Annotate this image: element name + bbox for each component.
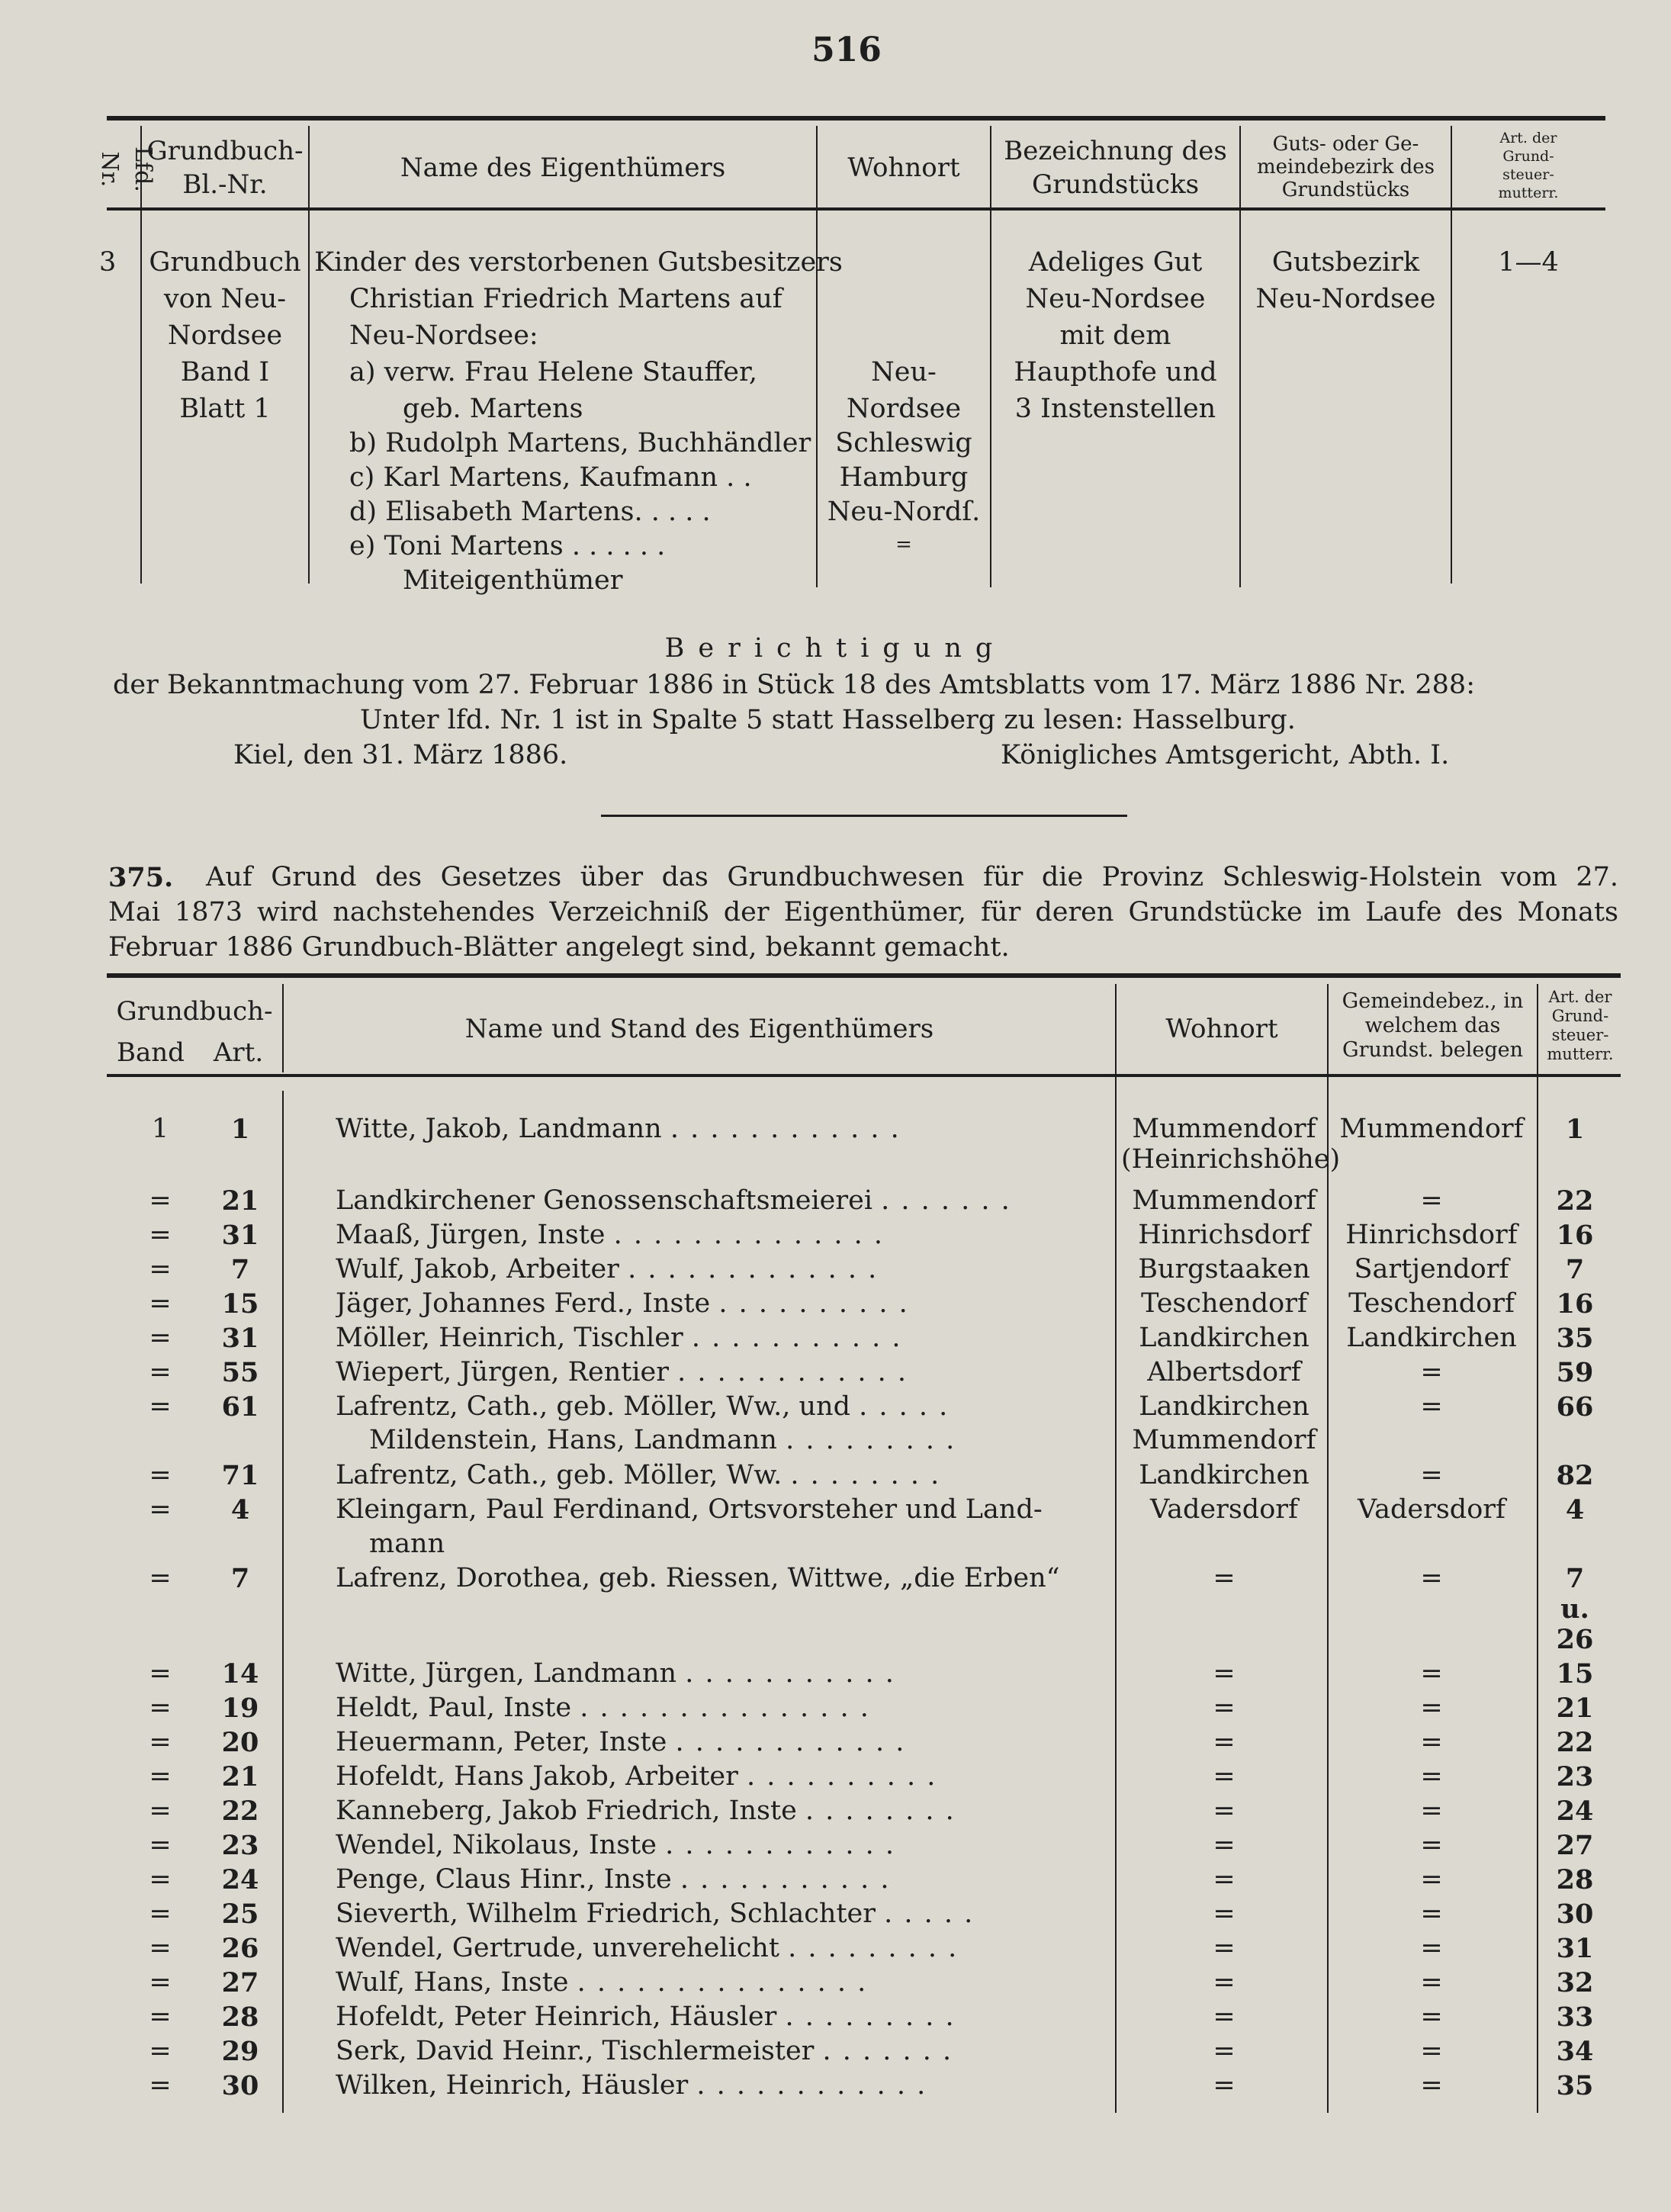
- cell-steuer: 22: [1556, 1185, 1594, 1217]
- berichtigung-line: Unter lfd. Nr. 1 ist in Spalte 5 statt Hasselberg zu lesen: Hasselburg.: [360, 705, 1296, 735]
- name-text: Witte, Jakob, Landmann: [336, 1114, 662, 1144]
- t1-name-line: Kinder des verstorbenen Gutsbesitzers: [314, 247, 843, 278]
- cell-name: [336, 1321, 1098, 1355]
- cell-band: =: [149, 1494, 172, 1525]
- cell-bezirk: =: [1420, 2036, 1443, 2066]
- cell-wohnort: (Heinrichshöhe): [1121, 1144, 1341, 1175]
- cell-steuer: 23: [1556, 1761, 1594, 1792]
- name-text: Lafrentz, Cath., geb. Möller, Ww.: [336, 1460, 782, 1490]
- leader-dots: . . . . . . . . .: [786, 1425, 956, 1455]
- t1-name-line: b) Rudolph Martens, Buchhändler: [349, 428, 811, 458]
- leader-dots: . . . . . . . . . . . . . . .: [577, 1967, 868, 1998]
- cell-name: [336, 1287, 1098, 1321]
- cell-art: 30: [221, 2070, 259, 2101]
- cell-band: =: [149, 2070, 172, 2101]
- table-row: [0, 1527, 1671, 1561]
- cell-art: 15: [221, 1288, 259, 1320]
- cell-art: 20: [221, 1727, 259, 1758]
- cell-bezirk: =: [1420, 1933, 1443, 1963]
- t1-bezeichnung-line: mit dem: [1059, 320, 1171, 351]
- page-number: 516: [811, 31, 882, 69]
- table-row: [0, 1252, 1671, 1287]
- cell-wohnort: =: [1213, 1967, 1236, 1998]
- leader-dots: . . . . . . .: [822, 2036, 953, 2066]
- name-text: Penge, Claus Hinr., Inste: [336, 1864, 672, 1895]
- cell-steuer: 15: [1556, 1658, 1594, 1690]
- cell-name: [336, 1897, 1098, 1931]
- cell-band: =: [149, 1288, 172, 1319]
- table-row: [0, 1725, 1671, 1760]
- cell-wohnort: =: [1213, 1658, 1236, 1689]
- cell-art: 25: [221, 1899, 259, 1930]
- t1-header-lfd-nr: Lfd. Nr.: [96, 146, 156, 192]
- cell-band: =: [149, 1796, 172, 1826]
- t1-grundbuch-line: Grundbuch: [149, 247, 301, 278]
- cell-wohnort: Landkirchen: [1139, 1323, 1309, 1353]
- name-text: Lafrentz, Cath., geb. Möller, Ww., und: [336, 1391, 850, 1422]
- cell-band: =: [149, 1761, 172, 1792]
- table-row: [0, 1592, 1671, 1626]
- cell-art: 22: [221, 1796, 259, 1827]
- name-text: Wendel, Gertrude, unverehelicht: [336, 1933, 779, 1963]
- cell-wohnort: Landkirchen: [1139, 1391, 1309, 1422]
- cell-wohnort: Mummendorf: [1132, 1425, 1316, 1455]
- cell-wohnort: =: [1213, 1830, 1236, 1860]
- table-2-header-rule: [107, 1074, 1621, 1077]
- table-row: [0, 1760, 1671, 1794]
- cell-wohnort: Burgstaaken: [1138, 1254, 1310, 1284]
- name-text: Serk, David Heinr., Tischlermeister: [336, 2036, 815, 2066]
- t1-bezeichnung-line: 3 Instenstellen: [1014, 394, 1216, 424]
- t1-wohnort-line: Hamburg: [839, 462, 969, 493]
- cell-bezirk: =: [1420, 2001, 1443, 2032]
- t2-header-band: Band: [117, 1037, 185, 1068]
- t1-bezeichnung-line: Haupthofe und: [1014, 357, 1217, 387]
- name-text: Wulf, Hans, Inste: [336, 1967, 569, 1998]
- cell-bezirk: Hinrichsdorf: [1345, 1220, 1518, 1250]
- leader-dots: . . . . . . . . . . .: [691, 1323, 902, 1353]
- cell-bezirk: =: [1420, 1830, 1443, 1860]
- cell-wohnort: Mummendorf: [1132, 1185, 1316, 1216]
- table-row: [0, 1458, 1671, 1493]
- cell-art: 19: [221, 1693, 259, 1724]
- leader-dots: . . . . . . . . . . . .: [670, 1114, 901, 1144]
- cell-art: 4: [230, 1494, 250, 1526]
- table-row: [0, 1287, 1671, 1321]
- table-row: [0, 1423, 1671, 1458]
- cell-band: =: [149, 1658, 172, 1689]
- cell-wohnort: =: [1213, 1563, 1236, 1593]
- cell-steuer: 4: [1565, 1494, 1585, 1526]
- table-row: [0, 1794, 1671, 1828]
- name-text: Maaß, Jürgen, Inste: [336, 1220, 606, 1250]
- notice-line: Auf Grund des Gesetzes über das Grundbuchwesen für die Provinz Schleswig-Holstein vom 27.: [206, 862, 1618, 892]
- t1-name-line: e) Toni Martens . . . . . .: [349, 531, 666, 561]
- cell-art: 61: [221, 1391, 259, 1423]
- cell-wohnort: =: [1213, 2070, 1236, 2101]
- cell-name: [336, 1760, 1098, 1794]
- cell-band: =: [149, 1391, 172, 1422]
- section-separator: [601, 815, 1127, 817]
- table-row: [0, 1390, 1671, 1424]
- leader-dots: . . . . . . . . . . . . .: [628, 1254, 879, 1284]
- berichtigung-place-date: Kiel, den 31. März 1886.: [233, 740, 568, 770]
- cell-wohnort: Vadersdorf: [1150, 1494, 1298, 1525]
- table-row: [0, 1657, 1671, 1691]
- notice-line: Mai 1873 wird nachstehendes Verzeichniß der Eigenthümer, für deren Grundstücke im Laufe des Monats: [108, 897, 1618, 928]
- leader-dots: . . . . . . . .: [805, 1796, 956, 1826]
- t2-header-steuer: Art. der Grund- steuer- mutterr.: [1547, 988, 1614, 1063]
- cell-steuer: u.: [1560, 1593, 1589, 1625]
- cell-steuer: 32: [1556, 1967, 1594, 1998]
- cell-art: 27: [221, 1967, 259, 1998]
- name-text: Kleingarn, Paul Ferdinand, Ortsvorsteher und Land-: [336, 1494, 1043, 1525]
- cell-band: =: [149, 1830, 172, 1860]
- cell-wohnort: Hinrichsdorf: [1138, 1220, 1310, 1250]
- cell-bezirk: =: [1420, 1796, 1443, 1826]
- cell-bezirk: =: [1420, 1693, 1443, 1723]
- t1-wohnort-line: =: [895, 533, 912, 556]
- cell-band: =: [149, 1185, 172, 1216]
- cell-name: [369, 1527, 1132, 1561]
- cell-art: 31: [221, 1220, 259, 1251]
- cell-art: 7: [230, 1563, 250, 1594]
- cell-steuer: 34: [1556, 2036, 1594, 2067]
- cell-art: 28: [221, 2001, 259, 2033]
- t1-grundbuch-line: Nordsee: [167, 320, 283, 351]
- name-text: Witte, Jürgen, Landmann: [336, 1658, 677, 1689]
- leader-dots: . . . . . . . . . . . .: [675, 1727, 906, 1757]
- table-row: [0, 1863, 1671, 1897]
- cell-band: =: [149, 2036, 172, 2066]
- leader-dots: . . . . . . . . . . . . . . .: [580, 1693, 870, 1723]
- cell-wohnort: =: [1213, 2036, 1236, 2066]
- table-row: [0, 1691, 1671, 1725]
- berichtigung-heading: Berichtigung: [664, 633, 1007, 664]
- cell-steuer: 59: [1556, 1357, 1594, 1388]
- cell-wohnort: Landkirchen: [1139, 1460, 1309, 1490]
- cell-band: =: [149, 1254, 172, 1284]
- t1-grundbuch-line: Band I: [180, 357, 270, 387]
- table-row: [0, 2034, 1671, 2069]
- t1-grundbuch-line: Blatt 1: [179, 394, 271, 424]
- cell-steuer: 16: [1556, 1288, 1594, 1320]
- cell-wohnort: Mummendorf: [1132, 1114, 1316, 1144]
- cell-wohnort: Albertsdorf: [1147, 1357, 1301, 1387]
- t1-name-line: Miteigenthümer: [403, 565, 623, 596]
- name-text: Landkirchener Genossenschaftsmeierei: [336, 1185, 873, 1216]
- cell-name: [336, 1657, 1098, 1691]
- cell-name: [336, 1112, 1098, 1146]
- cell-name: [336, 1218, 1098, 1252]
- cell-steuer: 82: [1556, 1460, 1594, 1491]
- cell-steuer: 26: [1556, 1624, 1594, 1655]
- cell-name: [336, 1966, 1098, 2000]
- name-text: Mildenstein, Hans, Landmann: [369, 1425, 777, 1455]
- cell-bezirk: =: [1420, 1391, 1443, 1422]
- cell-bezirk: =: [1420, 1658, 1443, 1689]
- leader-dots: . . . . .: [884, 1899, 975, 1929]
- t1-header-grundbuch: Grundbuch- Bl.-Nr.: [146, 136, 304, 200]
- cell-steuer: 7: [1565, 1563, 1585, 1594]
- name-text: mann: [369, 1529, 445, 1559]
- t1-name-line: a) verw. Frau Helene Stauffer,: [349, 357, 758, 387]
- t1-art: 1—4: [1498, 247, 1559, 278]
- leader-dots: . . . . . . . . . .: [747, 1761, 937, 1792]
- cell-wohnort: =: [1213, 1864, 1236, 1895]
- cell-bezirk: Teschendorf: [1348, 1288, 1515, 1319]
- cell-wohnort: Teschendorf: [1141, 1288, 1307, 1319]
- cell-art: 7: [230, 1254, 250, 1285]
- t1-wohnort-line: Schleswig: [835, 428, 972, 458]
- table-row: [0, 1493, 1671, 1527]
- cell-steuer: 27: [1556, 1830, 1594, 1861]
- cell-name: [336, 1561, 1098, 1596]
- name-text: Möller, Heinrich, Tischler: [336, 1323, 683, 1353]
- cell-name: [369, 1423, 1132, 1458]
- cell-steuer: 22: [1556, 1727, 1594, 1758]
- leader-dots: . . . . . . . . .: [785, 2001, 956, 2032]
- t1-header-name: Name des Eigenthümers: [400, 153, 726, 183]
- cell-bezirk: =: [1420, 1864, 1443, 1895]
- cell-wohnort: =: [1213, 1899, 1236, 1929]
- t1-name-line: Neu-Nordsee:: [349, 320, 538, 351]
- table-row: [0, 1218, 1671, 1252]
- leader-dots: . . . . . . . . .: [788, 1933, 959, 1963]
- cell-art: 1: [230, 1114, 250, 1145]
- leader-dots: . . . . . . . . . . . .: [696, 2070, 927, 2101]
- t2-header-grundbuch: Grundbuch-: [116, 996, 273, 1027]
- name-text: Wendel, Nikolaus, Inste: [336, 1830, 657, 1860]
- cell-art: 21: [221, 1185, 259, 1217]
- t1-name-line: c) Karl Martens, Kaufmann . .: [349, 462, 752, 493]
- cell-wohnort: =: [1213, 1727, 1236, 1757]
- cell-bezirk: Mummendorf: [1339, 1114, 1524, 1144]
- name-text: Heldt, Paul, Inste: [336, 1693, 572, 1723]
- cell-name: [336, 1458, 1098, 1493]
- t1-wohnort-line: Neu-: [871, 357, 937, 387]
- leader-dots: . . . . . . . . . . .: [685, 1658, 895, 1689]
- cell-steuer: 31: [1556, 1933, 1594, 1964]
- cell-name: [336, 1794, 1098, 1828]
- t1-wohnort-line: Neu-Nordſ.: [827, 497, 981, 527]
- table-row: [0, 1112, 1671, 1146]
- cell-name: [336, 1931, 1098, 1966]
- cell-band: =: [149, 1323, 172, 1353]
- cell-band: =: [149, 1357, 172, 1387]
- table-row: [0, 1966, 1671, 2000]
- cell-band: =: [149, 1727, 172, 1757]
- name-text: Lafrenz, Dorothea, geb. Riessen, Wittwe, „die Erben“: [336, 1563, 1060, 1593]
- cell-wohnort: =: [1213, 1796, 1236, 1826]
- t1-gutsbezirk-line: Neu-Nordsee: [1255, 284, 1436, 314]
- cell-steuer: 35: [1556, 2070, 1594, 2101]
- cell-steuer: 28: [1556, 1864, 1594, 1895]
- cell-bezirk: Sartjendorf: [1354, 1254, 1509, 1284]
- t1-lfd-nr: 3: [99, 247, 117, 278]
- cell-bezirk: =: [1420, 1357, 1443, 1387]
- cell-art: 29: [221, 2036, 259, 2067]
- cell-bezirk: =: [1420, 1899, 1443, 1929]
- berichtigung-signature: Königliches Amtsgericht, Abth. I.: [1001, 740, 1450, 770]
- cell-art: 21: [221, 1761, 259, 1792]
- t1-header-gutsbezirk: Guts- oder Ge- meindebezirk des Grundstücks: [1257, 133, 1435, 201]
- leader-dots: . . . . . . . .: [790, 1460, 941, 1490]
- table-row: [0, 1321, 1671, 1355]
- cell-band: =: [149, 1933, 172, 1963]
- cell-art: 23: [221, 1830, 259, 1861]
- name-text: Wilken, Heinrich, Häusler: [336, 2070, 689, 2101]
- cell-steuer: 35: [1556, 1323, 1594, 1354]
- name-text: Wulf, Jakob, Arbeiter: [336, 1254, 619, 1284]
- notice-line: Februar 1886 Grundbuch-Blätter angelegt sind, bekannt gemacht.: [108, 932, 1010, 963]
- cell-bezirk: =: [1420, 1761, 1443, 1792]
- cell-art: 26: [221, 1933, 259, 1964]
- t1-bezeichnung-line: Neu-Nordsee: [1025, 284, 1206, 314]
- table-row: [0, 1184, 1671, 1218]
- cell-steuer: 33: [1556, 2001, 1594, 2033]
- t1-name-line: d) Elisabeth Martens. . . . .: [349, 497, 711, 527]
- cell-steuer: 16: [1556, 1220, 1594, 1251]
- cell-wohnort: =: [1213, 1693, 1236, 1723]
- t2-header-art: Art.: [213, 1037, 264, 1068]
- cell-art: 71: [221, 1460, 259, 1491]
- name-text: Jäger, Johannes Ferd., Inste: [336, 1288, 711, 1319]
- t1-name-line: geb. Martens: [403, 394, 583, 424]
- cell-art: 55: [221, 1357, 259, 1388]
- name-text: Kanneberg, Jakob Friedrich, Inste: [336, 1796, 797, 1826]
- cell-bezirk: =: [1420, 1967, 1443, 1998]
- cell-band: =: [149, 1220, 172, 1250]
- cell-band: =: [149, 1563, 172, 1593]
- t2-header-bezirk: Gemeindebez., in welchem das Grundst. belegen: [1342, 989, 1524, 1062]
- cell-bezirk: =: [1420, 1563, 1443, 1593]
- table-row: [0, 2069, 1671, 2103]
- cell-name: [336, 1493, 1098, 1527]
- cell-art: 14: [221, 1658, 259, 1690]
- cell-band: =: [149, 1693, 172, 1723]
- cell-bezirk: Landkirchen: [1346, 1323, 1517, 1353]
- t1-name-line: Christian Friedrich Martens auf: [349, 284, 782, 314]
- leader-dots: . . . . . . . . . . .: [680, 1864, 891, 1895]
- leader-dots: . . . . . . . . . . . .: [665, 1830, 895, 1860]
- cell-name: [336, 1691, 1098, 1725]
- cell-name: [336, 2069, 1098, 2103]
- cell-band: =: [149, 1864, 172, 1895]
- cell-steuer: 24: [1556, 1796, 1594, 1827]
- cell-name: [336, 1252, 1098, 1287]
- cell-bezirk: =: [1420, 1185, 1443, 1216]
- cell-name: [336, 1355, 1098, 1390]
- name-text: Heuermann, Peter, Inste: [336, 1727, 667, 1757]
- cell-name: [336, 2034, 1098, 2069]
- leader-dots: . . . . . . . . . .: [718, 1288, 909, 1319]
- t1-header-bezeichnung: Bezeichnung des Grundstücks: [1004, 136, 1227, 200]
- cell-steuer: 1: [1565, 1114, 1585, 1145]
- cell-name: [336, 1725, 1098, 1760]
- table-1-top-rule: [107, 116, 1605, 121]
- cell-band: =: [149, 2001, 172, 2032]
- cell-name: [336, 1828, 1098, 1863]
- table-row: [0, 1355, 1671, 1390]
- table-row: [0, 1931, 1671, 1966]
- cell-band: 1: [151, 1114, 169, 1144]
- cell-steuer: 21: [1556, 1693, 1594, 1724]
- cell-bezirk: Vadersdorf: [1358, 1494, 1506, 1525]
- notice-number: 375.: [108, 862, 174, 893]
- cell-bezirk: =: [1420, 1727, 1443, 1757]
- table-row: [0, 1143, 1671, 1177]
- t1-header-wohnort: Wohnort: [847, 153, 960, 183]
- t1-wohnort-line: Nordsee: [846, 394, 962, 424]
- cell-name: [336, 1390, 1098, 1424]
- t1-gutsbezirk-line: Gutsbezirk: [1271, 247, 1420, 278]
- name-text: Hofeldt, Peter Heinrich, Häusler: [336, 2001, 777, 2032]
- cell-name: [336, 1863, 1098, 1897]
- leader-dots: . . . . .: [859, 1391, 950, 1422]
- cell-wohnort: =: [1213, 1933, 1236, 1963]
- cell-steuer: 66: [1556, 1391, 1594, 1423]
- cell-name: [336, 2000, 1098, 2034]
- cell-wohnort: =: [1213, 1761, 1236, 1792]
- table-row: [0, 1828, 1671, 1863]
- cell-band: =: [149, 1899, 172, 1929]
- t1-grundbuch-line: von Neu-: [163, 284, 287, 314]
- cell-wohnort: =: [1213, 2001, 1236, 2032]
- cell-art: 24: [221, 1864, 259, 1895]
- cell-steuer: 7: [1565, 1254, 1585, 1285]
- cell-band: =: [149, 1967, 172, 1998]
- t1-bezeichnung-line: Adeliges Gut: [1028, 247, 1203, 278]
- leader-dots: . . . . . . . . . . . . . .: [613, 1220, 885, 1250]
- cell-bezirk: =: [1420, 1460, 1443, 1490]
- table-row: [0, 1561, 1671, 1596]
- leader-dots: . . . . . . .: [881, 1185, 1011, 1216]
- table-row: [0, 1897, 1671, 1931]
- name-text: Wiepert, Jürgen, Rentier: [336, 1357, 669, 1387]
- cell-steuer: 30: [1556, 1899, 1594, 1930]
- t2-header-wohnort: Wohnort: [1165, 1014, 1278, 1044]
- t2-header-name: Name und Stand des Eigenthümers: [464, 1014, 934, 1044]
- table-row: [0, 2000, 1671, 2034]
- t1-header-art: Art. der Grund- steuer- mutterr.: [1498, 130, 1559, 201]
- cell-art: 31: [221, 1323, 259, 1354]
- berichtigung-line: der Bekanntmachung vom 27. Februar 1886 in Stück 18 des Amtsblatts vom 17. März 1886 Nr. 288:: [113, 670, 1475, 700]
- name-text: Sieverth, Wilhelm Friedrich, Schlachter: [336, 1899, 876, 1929]
- name-text: Hofeldt, Hans Jakob, Arbeiter: [336, 1761, 738, 1792]
- table-row: [0, 1622, 1671, 1657]
- cell-bezirk: =: [1420, 2070, 1443, 2101]
- cell-name: [336, 1184, 1098, 1218]
- leader-dots: . . . . . . . . . . . .: [677, 1357, 908, 1387]
- cell-band: =: [149, 1460, 172, 1490]
